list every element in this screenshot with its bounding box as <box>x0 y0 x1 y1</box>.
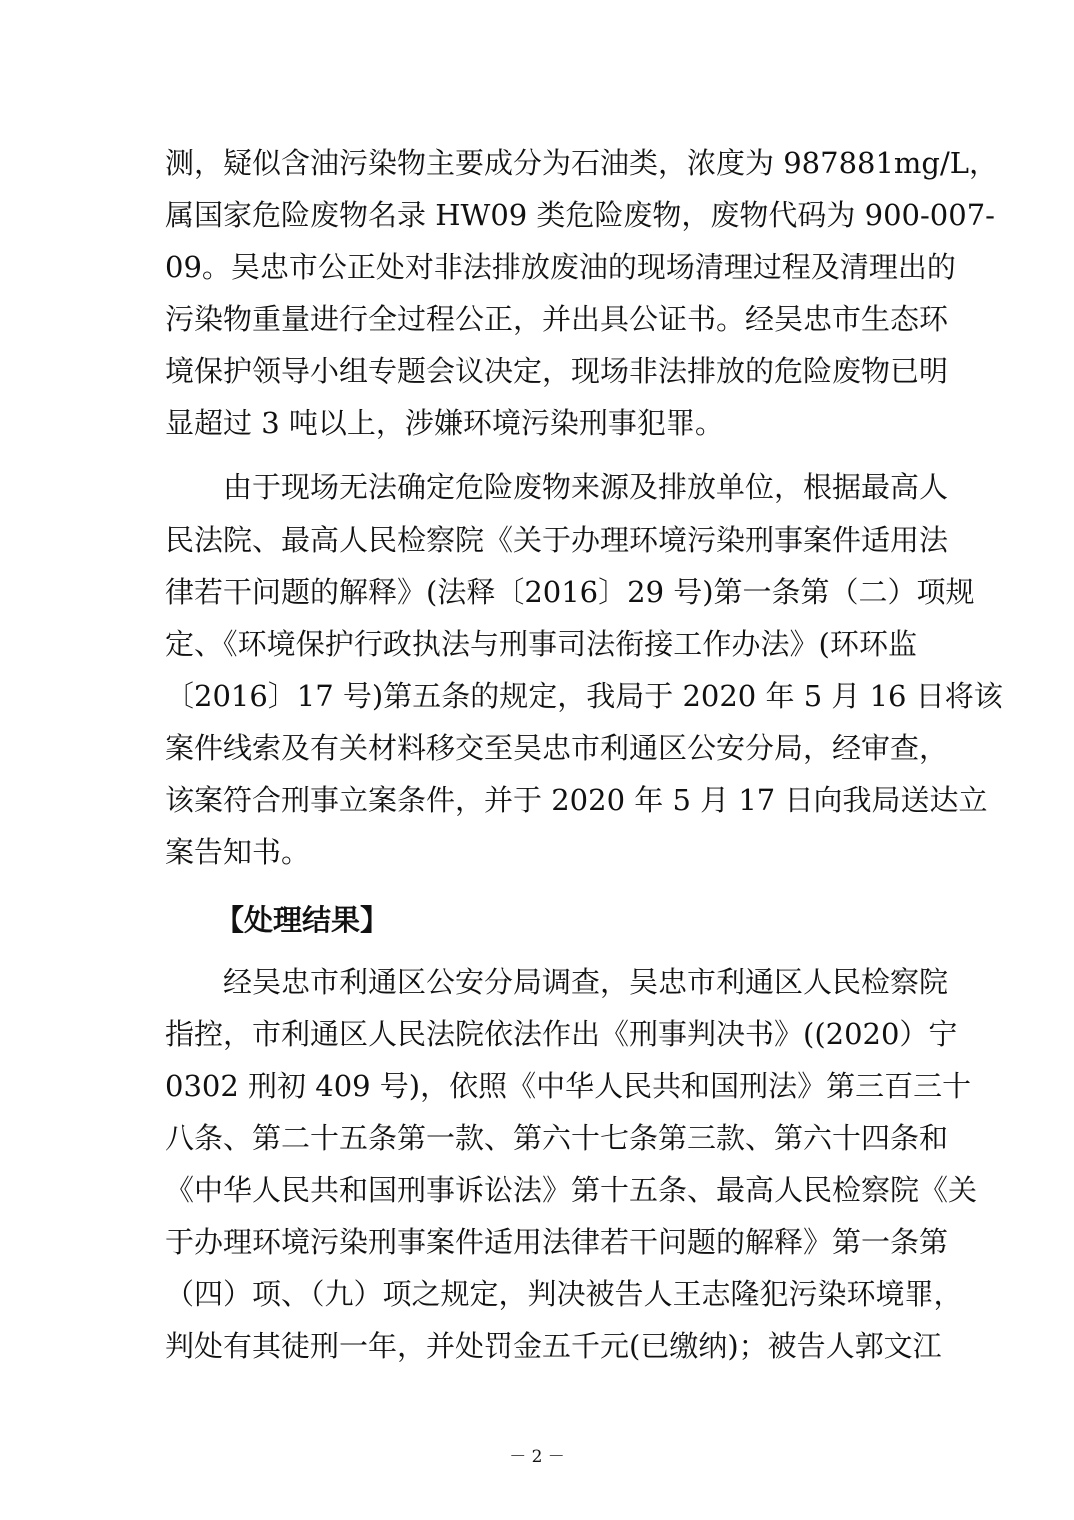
paragraph-3-line-1: 经吴忠市利通区公安分局调查，吴忠市利通区人民检察院 <box>223 965 949 999</box>
paragraph-2-line-1: 由于现场无法确定危险废物来源及排放单位，根据最高人 <box>223 470 949 504</box>
paragraph-2-line-6: 案件线索及有关材料移交至吴忠市利通区公安分局，经审查， <box>165 731 949 765</box>
paragraph-3-line-6: 于办理环境污染刑事案件适用法律若干问题的解释》第一条第 <box>165 1225 949 1259</box>
paragraph-2-line-4: 定、《环境保护行政执法与刑事司法衔接工作办法》(环环监 <box>165 627 917 661</box>
paragraph-1-line-5: 境保护领导小组专题会议决定，现场非法排放的危险废物已明 <box>165 354 949 388</box>
paragraph-1-line-6: 显超过 3 吨以上，涉嫌环境污染刑事犯罪。 <box>165 406 724 440</box>
paragraph-2-line-7: 该案符合刑事立案条件，并于 2020 年 5 月 17 日向我局送达立 <box>165 783 988 817</box>
paragraph-1-line-1: 测，疑似含油污染物主要成分为石油类，浓度为 987881mg/L， <box>165 146 999 180</box>
section-heading: 【处理结果】 <box>215 903 390 937</box>
paragraph-3-line-5: 《中华人民共和国刑事诉讼法》第十五条、最高人民检察院《关 <box>165 1173 978 1207</box>
paragraph-1-line-4: 污染物重量进行全过程公正，并出具公证书。经吴忠市生态环 <box>165 302 949 336</box>
paragraph-2-line-5: 〔2016〕17 号)第五条的规定，我局于 2020 年 5 月 16 日将该 <box>165 679 1003 713</box>
paragraph-3-line-7: （四）项、（九）项之规定，判决被告人王志隆犯污染环境罪， <box>165 1277 963 1311</box>
paragraph-1-line-3: 09。吴忠市公正处对非法排放废油的现场清理过程及清理出的 <box>165 250 956 284</box>
paragraph-2-line-2: 民法院、最高人民检察院《关于办理环境污染刑事案件适用法 <box>165 523 949 557</box>
paragraph-3-line-8: 判处有其徒刑一年，并处罚金五千元(已缴纳)；被告人郭文江 <box>165 1329 942 1363</box>
paragraph-2-line-8: 案告知书。 <box>165 835 311 869</box>
paragraph-3-line-2: 指控，市利通区人民法院依法作出《刑事判决书》((2020）宁 <box>165 1017 958 1051</box>
paragraph-3-line-3: 0302 刑初 409 号)，依照《中华人民共和国刑法》第三百三十 <box>165 1069 972 1103</box>
paragraph-2-line-3: 律若干问题的解释》(法释〔2016〕29 号)第一条第（二）项规 <box>165 575 975 609</box>
paragraph-1-line-2: 属国家危险废物名录 HW09 类危险废物，废物代码为 900-007- <box>165 198 995 232</box>
page-number: － 2 － <box>509 1447 565 1467</box>
paragraph-3-line-4: 八条、第二十五条第一款、第六十七条第三款、第六十四条和 <box>165 1121 949 1155</box>
